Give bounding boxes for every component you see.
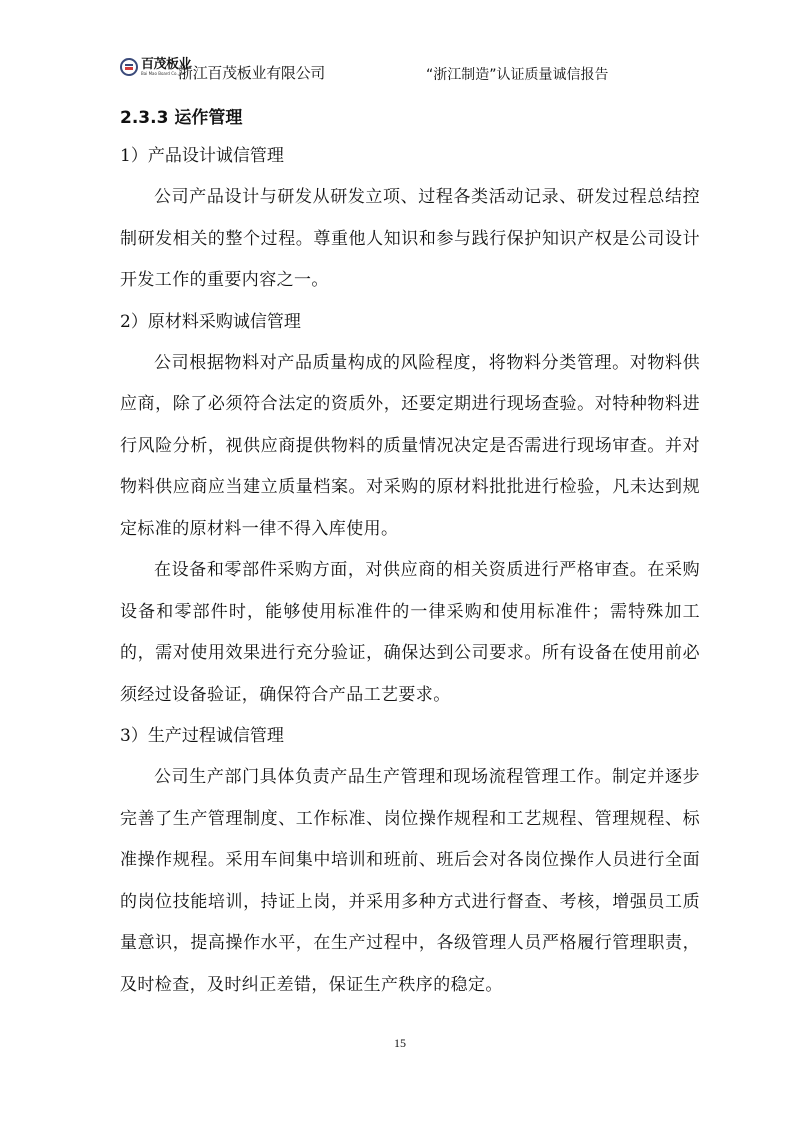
section-title: 2.3.3 运作管理 [120,108,243,128]
subsection-heading-production: 3）生产过程诚信管理 [120,726,284,746]
document-body [120,100,700,1006]
paragraph-materials: 公司根据物料对产品质量构成的风险程度，将物料分类管理。对物料供应商，除了必须符合法定的资质外，还要定期进行现场查验。对特种物料进行风险分析，视供应商提供物料的质量情况决定是否需进行现场审查。并对物料供应商应当建立质量档案。对采购的原材料批批进行检验，凡未达到规定标准的原材料一律不得入库使用。 [120,352,700,539]
page-header [120,58,700,88]
subsection-heading-design: 1）产品设计诚信管理 [120,146,284,166]
paragraph-production: 公司生产部门具体负责产品生产管理和现场流程管理工作。制定并逐步完善了生产管理制度、工作标准、岗位操作规程和工艺规程、管理规程、标准操作规程。采用车间集中培训和班前、班后会对各岗位操作人员进行全面的岗位技能培训，持证上岗，并采用多种方式进行督查、考核，增强员工质量意识，提高操作水平，在生产过程中，各级管理人员严格履行管理职责，及时检查，及时纠正差错，保证生产秩序的稳定。 [120,767,700,995]
logo-chinese-name: 百茂板业 [141,57,192,72]
company-logo-mark-icon [120,58,138,76]
company-name: 浙江百茂板业有限公司 [178,64,326,82]
report-title: “浙江制造”认证质量诚信报告 [426,67,609,83]
paragraph-design: 公司产品设计与研发从研发立项、过程各类活动记录、研发过程总结控制研发相关的整个过程。尊重他人知识和参与践行保护知识产权是公司设计开发工作的重要内容之一。 [120,187,700,290]
subsection-heading-procurement: 2）原材料采购诚信管理 [120,311,301,332]
paragraph-equipment: 在设备和零部件采购方面，对供应商的相关资质进行严格审查。在采购设备和零部件时，能够使用标准件的一律采购和使用标准件；需特殊加工的，需对使用效果进行充分验证，确保达到公司要求。所有设备在使用前必须经过设备验证，确保符合产品工艺要求。 [120,560,700,705]
page-number: 15 [394,1036,406,1050]
logo-english-name: Bai Mao Board Co.,Ltd. [141,71,187,76]
